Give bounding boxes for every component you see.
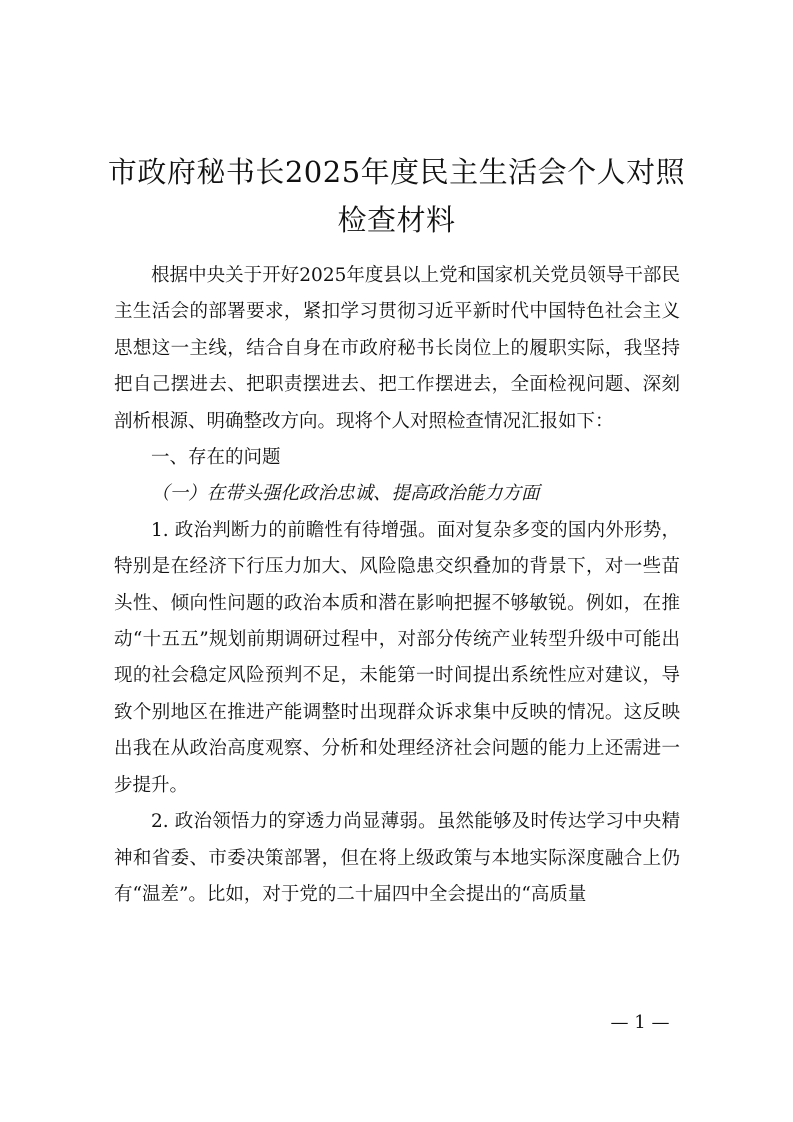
page-number: — 1 — bbox=[610, 1012, 670, 1033]
point-2-paragraph: 2. 政治领悟力的穿透力尚显薄弱。虽然能够及时传达学习中央精神和省委、市委决策部署，但在将上级政策与本地实际深度融合上仍有“温差”。比如，对于党的二十届四中全会提出的“高质量 bbox=[114, 811, 680, 905]
section-heading: 一、存在的问题 bbox=[151, 447, 281, 469]
subsection-heading: （一）在带头强化政治忠诚、提高政治能力方面 bbox=[151, 483, 540, 505]
document-body bbox=[114, 258, 680, 913]
title-line-2: 检查材料 bbox=[337, 203, 456, 237]
document-title bbox=[100, 148, 693, 244]
intro-paragraph: 根据中央关于开好2025年度县以上党和国家机关党员领导干部民主生活会的部署要求，紧扣学习贯彻习近平新时代中国特色社会主义思想这一主线，结合自身在市政府秘书长岗位上的履职实际，我坚持把自己摆进去、把职责摆进去、把工作摆进去，全面检视问题、深刻剖析根源、明确整改方向。现将个人对照检查情况汇报如下： bbox=[114, 265, 680, 432]
title-line-1: 市政府秘书长2025年度民主生活会个人对照 bbox=[107, 155, 686, 189]
point-1-paragraph: 1. 政治判断力的前瞻性有待增强。面对复杂多变的国内外形势，特别是在经济下行压力加大、风险隐患交织叠加的背景下，对一些苗头性、倾向性问题的政治本质和潜在影响把握不够敏锐。例如，在推动“十五五”规划前期调研过程中，对部分传统产业转型升级中可能出现的社会稳定风险预判不足，未能第一时间提出系统性应对建议，导致个别地区在推进产能调整时出现群众诉求集中反映的情况。这反映出我在从政治高度观察、分析和处理经济社会问题的能力上还需进一步提升。 bbox=[114, 519, 680, 796]
